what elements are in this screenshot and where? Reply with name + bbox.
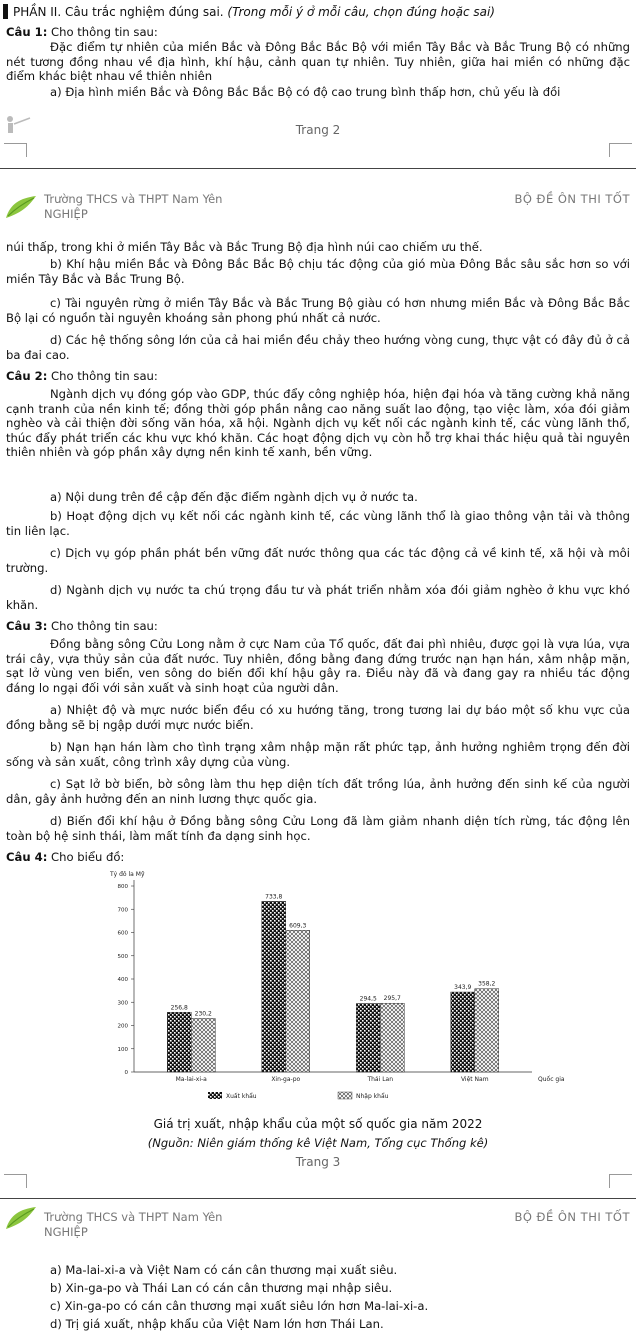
y-tick-label: 700 xyxy=(117,907,128,914)
q1-option-a-part1: a) Địa hình miền Bắc và Đông Bắc Bắc Bộ có độ cao trung bình thấp hơn, chủ yếu là đồi xyxy=(50,85,561,99)
bar-value-label: 733,8 xyxy=(265,893,283,901)
q3-option-c: c) Sạt lở bờ biển, bờ sông làm thu hẹp diện tích đất trồng lúa, ảnh hưởng đến sinh kế của người dân, gây ảnh hưởng đến an ninh lương thực quốc gia. xyxy=(6,777,630,806)
bar-value-label: 295,7 xyxy=(383,995,401,1003)
section-title xyxy=(3,4,495,20)
q4-option-b: b) Xin-ga-po và Thái Lan có cán cân thương mại nhập siêu. xyxy=(50,1281,393,1295)
y-tick-label: 100 xyxy=(117,1046,128,1053)
category-label: Việt Nam xyxy=(460,1076,489,1083)
bar-export xyxy=(167,1012,191,1072)
q4-label: Câu 4: xyxy=(6,850,48,864)
q1-label: Câu 1: xyxy=(6,25,48,39)
legend-export-label: Xuất khẩu xyxy=(226,1093,257,1100)
bar-value-label: 609,3 xyxy=(289,922,307,930)
category-label: Ma-lai-xi-a xyxy=(175,1076,207,1083)
bar-value-label: 230,2 xyxy=(194,1010,212,1018)
school-logo-icon-2 xyxy=(4,1203,38,1231)
q4-option-d: d) Trị giá xuất, nhập khẩu của Việt Nam lớn hơn Thái Lan. xyxy=(50,1317,384,1331)
y-tick-label: 800 xyxy=(117,884,128,890)
q1-option-a-part2: núi thấp, trong khi ở miền Tây Bắc và Bắc Trung Bộ địa hình núi cao chiếm ưu thế. xyxy=(6,240,483,254)
q4-intro-text: Cho biểu đồ: xyxy=(51,850,125,864)
q2-intro-text: Cho thông tin sau: xyxy=(51,369,158,383)
q3-intro-text: Cho thông tin sau: xyxy=(51,619,158,633)
x-axis-label: Quốc gia xyxy=(538,1076,565,1083)
q3-option-d: d) Biến đổi khí hậu ở Đồng bằng sông Cửu Long đã làm giảm nhanh diện tích rừng, tác động lên toàn bộ hệ sinh thái, làm mất tính đa dạng sinh học. xyxy=(6,814,630,843)
q2-option-c: c) Dịch vụ góp phần phát bền vững đất nước thông qua các tác động cả về kinh tế, xã hội và môi trường. xyxy=(6,546,630,575)
q3-intro xyxy=(6,619,630,634)
bar-export xyxy=(356,1004,380,1072)
bar-value-label: 358,2 xyxy=(478,980,496,988)
q2-option-b: b) Hoạt động dịch vụ kết nối các ngành kinh tế, các vùng lãnh thổ là giao thông vận tải và thông tin liên lạc. xyxy=(6,509,630,538)
chart-source: (Nguồn: Niên giám thống kê Việt Nam, Tổng cục Thống kê) xyxy=(147,1136,489,1150)
page-number-3: Trang 3 xyxy=(295,1155,341,1169)
header-right-title: BỘ ĐỀ ÔN THI TỐT xyxy=(514,192,630,206)
section-note: (Trong mỗi ý ở mỗi câu, chọn đúng hoặc sai) xyxy=(227,5,495,19)
q1-intro-text: Cho thông tin sau: xyxy=(51,25,158,39)
q1-passage: Đặc điểm tự nhiên của miền Bắc và Đông Bắc Bắc Bộ với miền Tây Bắc và Bắc Trung Bộ có những nét tương đồng nhau về địa hình, khí hậu, cảnh quan tự nhiên. Tuy nhiên, giữa hai miền có những đặc điểm khác biệt nhau về thiên nhiên xyxy=(6,40,630,84)
page-divider xyxy=(0,168,636,169)
bar-value-label: 256,8 xyxy=(170,1004,188,1012)
q3-passage: Đồng bằng sông Cửu Long nằm ở cực Nam của Tổ quốc, đất đai phì nhiêu, được gọi là vựa lúa, vựa trái cây, vựa thủy sản của đất nước. Tuy nhiên, đồng bằng đang đứng trước nạn hạn hán, xâm nhập mặn, sạt lở vùng ven biển, ven sông do biến đổi khí hậu gây ra. Điều này đã và đang gay ra nhiều tác động đáng lo ngại đối với sản xuất và sinh hoạt của người dân. xyxy=(6,637,630,695)
legend-import-swatch xyxy=(338,1092,352,1099)
page-corner-left xyxy=(4,143,27,157)
q1-option-c: c) Tài nguyên rừng ở miền Tây Bắc và Bắc Trung Bộ giàu có hơn nhưng miền Bắc và Đông Bắc Bắc Bộ lại có nguồn tài nguyên khoáng sản phong phú nhất cả nước. xyxy=(6,296,630,325)
page-corner-left-2 xyxy=(4,1174,27,1188)
school-subtitle-2: NGHIỆP xyxy=(44,1225,88,1239)
bar-export xyxy=(262,901,286,1072)
bar-import xyxy=(286,930,310,1072)
header-right-title-2: BỘ ĐỀ ÔN THI TỐT xyxy=(514,1210,630,1224)
q3-option-a: a) Nhiệt độ và mực nước biển đều có xu hướng tăng, trong tương lai dự báo một số khu vực của đồng bằng sẽ bị ngập dưới mực nước biển. xyxy=(6,703,630,732)
q2-option-a: a) Nội dung trên đề cập đến đặc điểm ngành dịch vụ ở nước ta. xyxy=(50,490,418,504)
bar-export xyxy=(451,992,475,1072)
y-tick-label: 200 xyxy=(117,1023,128,1030)
q4-intro xyxy=(6,850,630,865)
q3-label: Câu 3: xyxy=(6,619,48,633)
y-tick-label: 300 xyxy=(117,1000,128,1007)
q1-option-b: b) Khí hậu miền Bắc và Đông Bắc Bắc Bộ chịu tác động của gió mùa Đông Bắc sâu sắc hơn so với miền Tây Bắc và Bắc Trung Bộ. xyxy=(6,257,630,286)
section-title-text: PHẦN II. Câu trắc nghiệm đúng sai. xyxy=(13,5,224,19)
legend-import-label: Nhập khẩu xyxy=(356,1093,389,1100)
category-label: Thái Lan xyxy=(367,1076,394,1083)
q3-option-b: b) Nạn hạn hán làm cho tình trạng xâm nhập mặn rất phức tạp, ảnh hưởng nghiêm trọng đến đời sống và sản xuất, công trình xây dựng của vùng. xyxy=(6,740,630,769)
q4-option-c: c) Xin-ga-po có cán cân thương mại xuất siêu lớn hơn Ma-lai-xi-a. xyxy=(50,1299,429,1313)
bar-import xyxy=(475,989,499,1072)
legend-export-swatch xyxy=(208,1092,222,1099)
y-tick-label: 0 xyxy=(124,1070,128,1076)
page-corner-right-2 xyxy=(609,1174,632,1188)
bar-import xyxy=(380,1003,404,1072)
school-name-2: Trường THCS và THPT Nam Yên xyxy=(44,1210,223,1224)
page-divider-2 xyxy=(0,1198,636,1199)
y-tick-label: 600 xyxy=(117,930,128,937)
q2-passage: Ngành dịch vụ đóng góp vào GDP, thúc đẩy công nghiệp hóa, hiện đại hóa và tăng cường khả năng cạnh tranh của nền kinh tế; đồng thời góp phần nâng cao năng suất lao động, tạo việc làm, xóa đói giảm nghèo và cải thiện đời sống văn hóa, xã hội. Ngành dịch vụ kết nối các ngành kinh tế, các vùng lãnh thổ, thúc đẩy phát triển các khu vực khó khăn. Các hoạt động dịch vụ còn hỗ trợ khai thác hiệu quả tài nguyên thiên nhiên và góp phần xây dựng nền kinh tế xanh, bền vững. xyxy=(6,387,630,460)
q2-label: Câu 2: xyxy=(6,369,48,383)
y-axis-label: Tỷ đô la Mỹ xyxy=(110,871,145,878)
bar-value-label: 343,9 xyxy=(454,984,472,992)
school-name: Trường THCS và THPT Nam Yên xyxy=(44,192,223,206)
y-tick-label: 400 xyxy=(117,977,128,983)
q1-option-d: d) Các hệ thống sông lớn của cả hai miền đều chảy theo hướng vòng cung, thực vật có đây đủ ở cả ba đai cao. xyxy=(6,333,630,362)
bar-import xyxy=(191,1018,215,1072)
q2-intro xyxy=(6,369,630,384)
category-label: Xin-ga-po xyxy=(271,1076,301,1083)
chart-bars xyxy=(167,893,499,1072)
y-tick-label: 500 xyxy=(117,953,128,960)
bar-chart xyxy=(100,866,565,1116)
q4-option-a: a) Ma-lai-xi-a và Việt Nam có cán cân thương mại xuất siêu. xyxy=(50,1263,398,1277)
school-logo-icon xyxy=(4,192,38,220)
bar-value-label: 294,5 xyxy=(359,995,377,1003)
q2-option-d: d) Ngành dịch vụ nước ta chú trọng đầu tư và phát triển nhằm xóa đói giảm nghèo ở khu vực khó khăn. xyxy=(6,583,630,612)
page-number-2: Trang 2 xyxy=(295,123,341,137)
page-corner-right xyxy=(609,143,632,157)
school-subtitle: NGHIỆP xyxy=(44,207,88,221)
section-marker xyxy=(3,4,8,19)
x-axis-labels xyxy=(176,1076,489,1083)
chart-caption: Giá trị xuất, nhập khẩu của một số quốc gia năm 2022 xyxy=(153,1117,483,1131)
q1-intro xyxy=(6,25,630,40)
